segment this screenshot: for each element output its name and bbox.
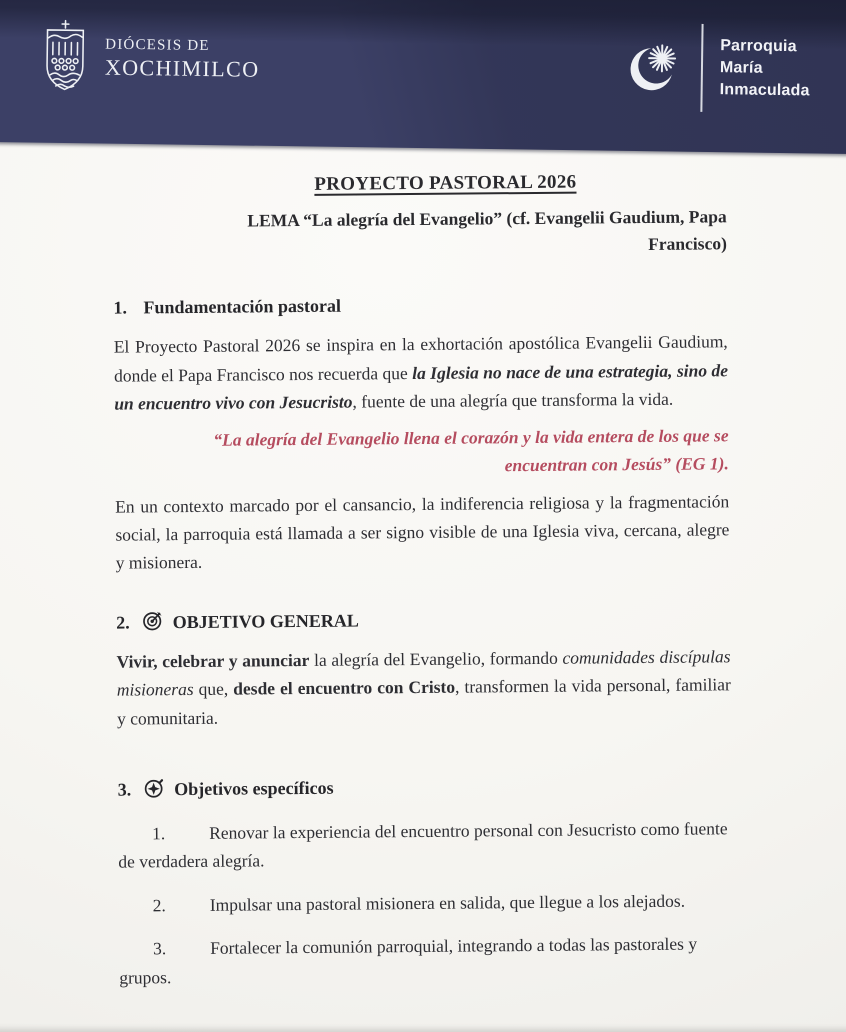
letterhead-band [0, 0, 846, 154]
text-run-bold: desde el encuentro con Cristo [233, 677, 455, 699]
objective-item-3 [119, 930, 733, 992]
section-number: 1. [113, 298, 127, 318]
diocese-name [105, 35, 260, 82]
item-text: Renovar la experiencia del encuentro personal con Jesucristo como fuente de verdadera alegría. [118, 818, 728, 872]
text-run: , fuente de una alegría que transforma la vida. [352, 389, 673, 412]
section-title: OBJETIVO GENERAL [173, 610, 359, 632]
quote-line1: “La alegría del Evangelio llena el corazón y la vida entera de los que se [114, 421, 728, 454]
paragraph-fundamentacion [114, 328, 729, 419]
diocese-crest-icon [40, 19, 91, 96]
text-run-bold-italic: la Iglesia no nace de una estrategia, sino de un encuentro vivo con Jesucristo [114, 360, 728, 414]
parish-logo-group [623, 23, 810, 114]
parish-name-line3: Inmaculada [719, 79, 809, 102]
objective-item-1 [118, 814, 732, 876]
text-run-bold: Vivir, celebrar y anunciar [116, 650, 309, 672]
parish-name-line1: Parroquia [720, 35, 810, 58]
evangelii-gaudium-quote [114, 421, 728, 482]
crescent-star-icon [624, 36, 685, 99]
lema-line2: Francisco) [113, 231, 727, 263]
item-text: Fortalecer la comunión parroquial, integrando a todas las pastorales y grupos. [119, 934, 697, 987]
diocese-name-line1: DIÓCESIS DE [105, 35, 260, 56]
dartboard-icon [142, 610, 163, 631]
text-run-italic: comunidades discípulas misioneras [117, 646, 731, 700]
compass-icon [143, 777, 164, 798]
section-title: Objetivos específicos [174, 778, 334, 799]
text-run: El Proyecto Pastoral 2026 se inspira en la exhortación apostólica Evangelii Gaudium, donde el Papa Francisco nos recuerda que [114, 332, 728, 386]
item-number: 1. [152, 823, 165, 843]
item-number: 2. [153, 895, 166, 915]
document-title-text: PROYECTO PASTORAL 2026 [314, 172, 576, 195]
lema-line1: LEMA “La alegría del Evangelio” (cf. Evangelii Gaudium, Papa [113, 204, 727, 236]
document-lema [113, 204, 727, 263]
parish-name [719, 35, 810, 102]
document-title [112, 167, 726, 201]
objective-item-2 [119, 886, 733, 920]
header-divider [700, 24, 703, 112]
parish-name-line2: María [720, 57, 810, 80]
text-run: , transformen la vida personal, familiar y comunitaria. [117, 675, 731, 729]
section-number: 2. [116, 612, 130, 632]
section-number: 3. [118, 780, 132, 800]
text-run: la alegría del Evangelio, formando [309, 648, 562, 670]
section-heading-fundamentacion [113, 288, 727, 323]
paragraph-contexto: En un contexto marcado por el cansancio, la indiferencia religiosa y la fragmentación social, la parroquia está llamada a ser signo visible de una Iglesia viva, cercana, alegre y misionera. [115, 487, 730, 578]
paragraph-objetivo-general [116, 642, 731, 733]
text-run: que, [193, 679, 233, 699]
diocese-logo-group [40, 19, 261, 98]
document-body [0, 138, 845, 992]
section-heading-objetivo-general [116, 602, 730, 637]
item-number: 3. [153, 938, 166, 958]
diocese-name-line2: XOCHIMILCO [105, 54, 260, 82]
item-text: Impulsar una pastoral misionera en salida, que llegue a los alejados. [210, 891, 685, 915]
quote-line2: encuentran con Jesús” (EG 1). [115, 449, 729, 482]
section-title: Fundamentación pastoral [143, 296, 341, 318]
section-heading-objetivos-especificos [118, 769, 732, 804]
